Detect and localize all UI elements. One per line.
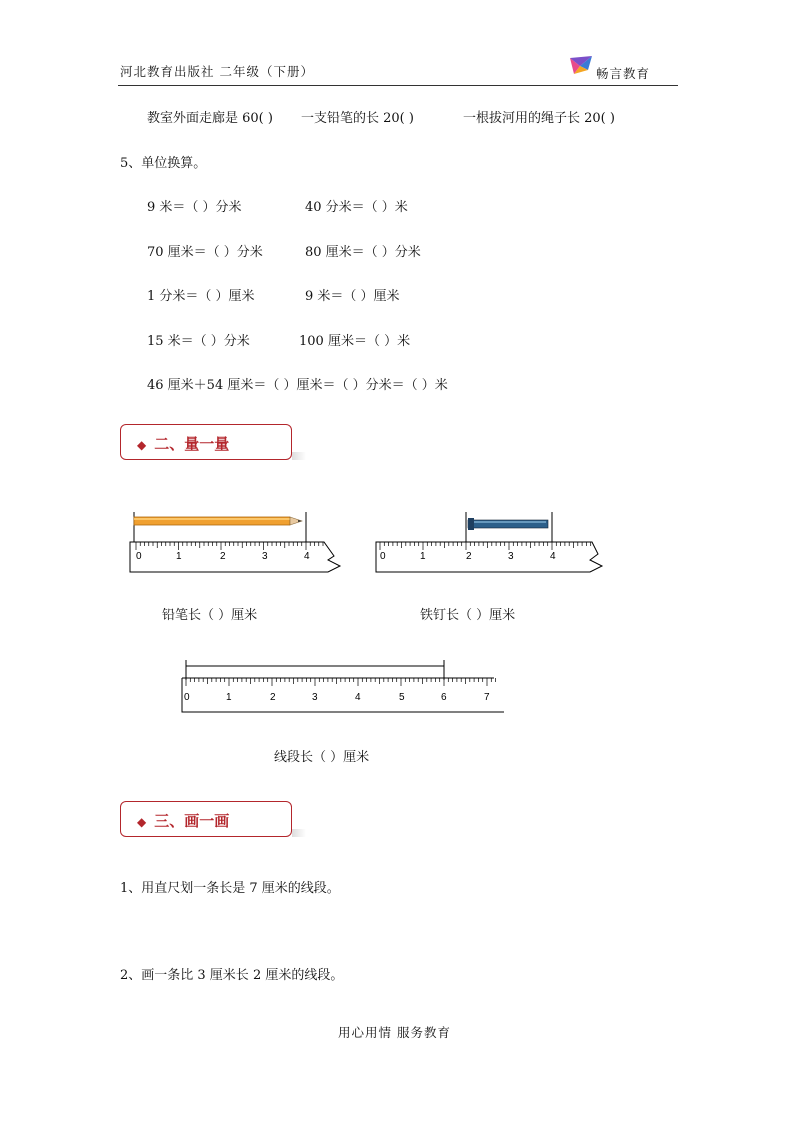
conversion-item: 15 米＝（ ）分米	[147, 334, 250, 349]
pencil-body-icon	[134, 517, 290, 525]
ruler-tick-label: 1	[226, 692, 232, 703]
conversion-item: 40 分米＝（ ）米	[305, 200, 408, 215]
ruler-tick-label: 4	[304, 551, 310, 562]
fill-item-corridor: 教室外面走廊是 60( )	[147, 111, 273, 126]
section-2-title: 二、量一量	[154, 435, 230, 453]
ruler-tick-label: 2	[270, 692, 276, 703]
ruler-3	[182, 678, 504, 712]
ruler-2	[376, 542, 602, 572]
fill-item-rope: 一根拔河用的绳子长 20( )	[463, 111, 615, 126]
ruler-tick-label: 6	[441, 692, 447, 703]
ruler-tick-label: 2	[220, 551, 226, 562]
nail-icon	[468, 520, 548, 528]
ruler-tick-label: 5	[399, 692, 405, 703]
conversion-item: 9 米＝（ ）厘米	[305, 289, 400, 304]
ruler-tick-label: 4	[550, 551, 556, 562]
ruler-tick-label: 3	[312, 692, 318, 703]
footer-slogan: 用心用情 服务教育	[338, 1025, 451, 1040]
fill-item-pencil: 一支铅笔的长 20( )	[301, 111, 414, 126]
nail-length-prompt: 铁钉长（ ）厘米	[420, 608, 516, 623]
ruler-tick-label: 0	[184, 692, 190, 703]
section-shadow	[292, 452, 306, 460]
conversion-item: 100 厘米＝（ ）米	[299, 334, 411, 349]
header-publisher: 河北教育出版社 二年级（下册）	[120, 64, 314, 79]
ruler-tick-label: 2	[466, 551, 472, 562]
ruler-tick-label: 0	[380, 551, 386, 562]
section-3-title: 三、画一画	[154, 812, 230, 830]
ruler-tick-label: 7	[484, 692, 490, 703]
conversion-item: 1 分米＝（ ）厘米	[147, 289, 255, 304]
brand-logo-icon	[568, 54, 594, 78]
ruler-tick-label: 1	[420, 551, 426, 562]
section-2-header	[120, 424, 292, 460]
pencil-length-prompt: 铅笔长（ ）厘米	[162, 608, 258, 623]
conversion-item: 9 米＝（ ）分米	[147, 200, 242, 215]
ruler-tick-label: 4	[355, 692, 361, 703]
question-5-title: 5、单位换算。	[120, 156, 207, 171]
ruler-tick-label: 1	[176, 551, 182, 562]
ruler-1	[130, 542, 340, 572]
draw-question-1: 1、用直尺划一条长是 7 厘米的线段。	[120, 881, 340, 896]
ruler-nail-figure	[372, 506, 608, 578]
conversion-item: 46 厘米＋54 厘米＝（ ）厘米＝（ ）分米＝（ ）米	[147, 378, 448, 393]
section-shadow	[292, 829, 306, 837]
ruler-tick-label: 3	[508, 551, 514, 562]
ruler-segment-figure	[176, 656, 506, 718]
header-divider	[118, 85, 678, 86]
diamond-icon: ◆	[137, 815, 147, 829]
conversion-item: 80 厘米＝（ ）分米	[305, 245, 421, 260]
section-3-header	[120, 801, 292, 837]
draw-question-2: 2、画一条比 3 厘米长 2 厘米的线段。	[120, 968, 344, 983]
ruler-pencil-figure	[128, 506, 350, 578]
ruler-tick-label: 0	[136, 551, 142, 562]
segment-length-prompt: 线段长（ ）厘米	[274, 750, 370, 765]
conversion-item: 70 厘米＝（ ）分米	[147, 245, 263, 260]
diamond-icon: ◆	[137, 438, 147, 452]
header-brand: 畅言教育	[596, 66, 651, 81]
ruler-tick-label: 3	[262, 551, 268, 562]
